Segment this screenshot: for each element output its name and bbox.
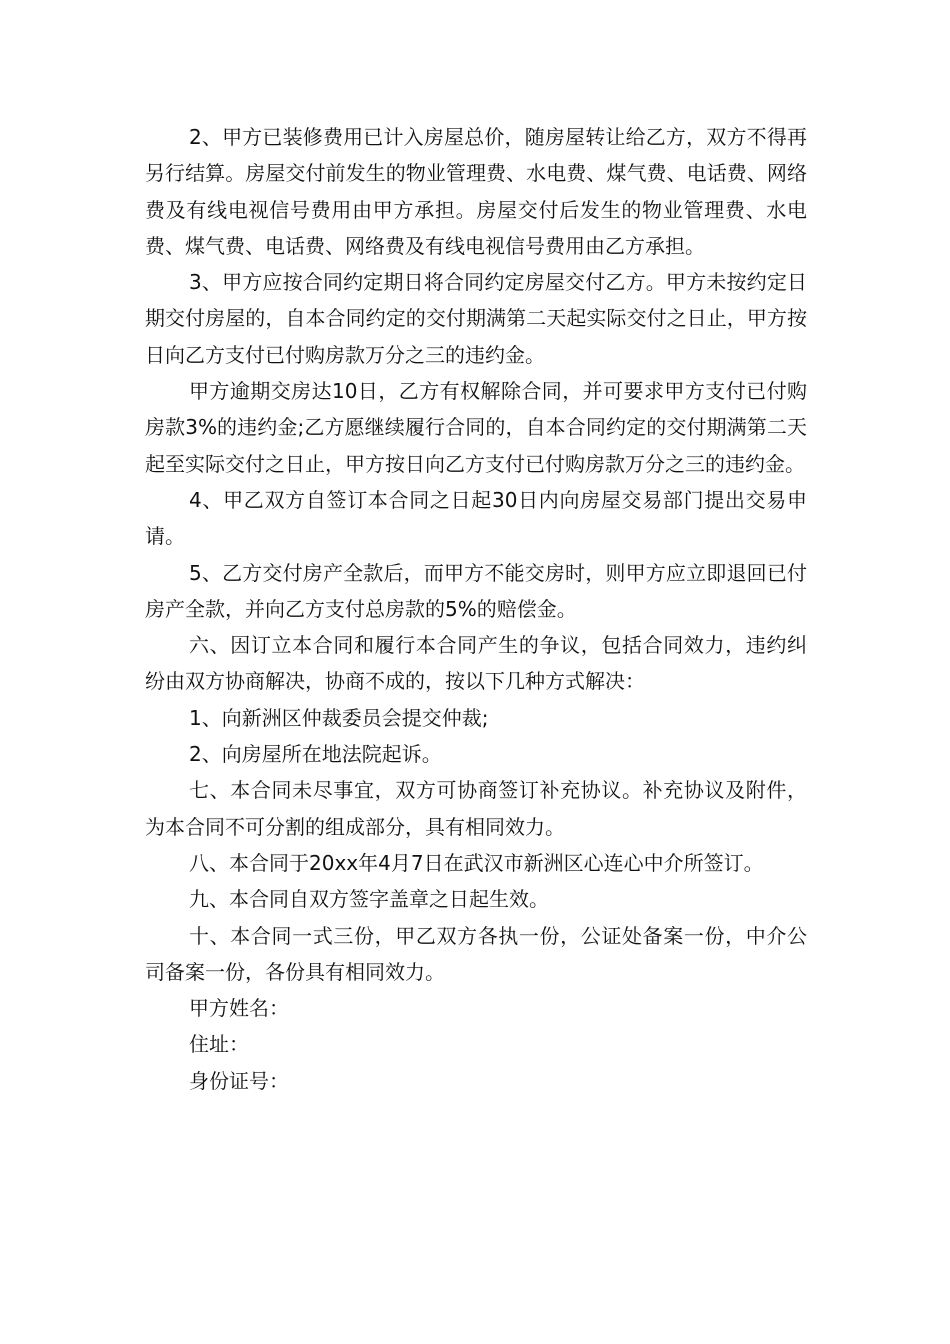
address-label: 住址：	[189, 1032, 249, 1057]
clause-5-refund: 5、乙方交付房产全款后，而甲方不能交房时，则甲方应立即退回已付房产全款，并向乙方支付总房款的5%的赔偿金。	[145, 560, 807, 621]
id-number-label: 身份证号：	[189, 1068, 289, 1093]
clause-6-dispute: 六、因订立本合同和履行本合同产生的争议，包括合同效力，违约纠纷由双方协商解决，协商不成的，按以下几种方式解决：	[145, 633, 807, 694]
clause-3-delivery: 3、甲方应按合同约定期日将合同约定房屋交付乙方。甲方未按约定日期交付房屋的，自本合同约定的交付期满第二天起实际交付之日止，甲方按日向乙方支付已付购房款万分之三的违约金。	[145, 270, 807, 367]
clause-4-application: 4、甲乙双方自签订本合同之日起30日内向房屋交易部门提出交易申请。	[145, 487, 807, 549]
clause-9-effective: 九、本合同自双方签字盖章之日起生效。	[189, 887, 549, 912]
clause-3-overdue: 甲方逾期交房达10日，乙方有权解除合同，并可要求甲方支付已付购房款3%的违约金;乙方愿继续履行合同的，自本合同约定的交付期满第二天起至实际交付之日止，甲方按日向乙方支付已付购房款万分之三的违约金。	[145, 379, 807, 476]
contract-body	[145, 119, 807, 1099]
clause-7-supplement: 七、本合同未尽事宜，双方可协商签订补充协议。补充协议及附件，为本合同不可分割的组成部分，具有相同效力。	[145, 778, 807, 839]
clause-2-fees: 2、甲方已装修费用已计入房屋总价，随房屋转让给乙方，双方不得再另行结算。房屋交付前发生的物业管理费、水电费、煤气费、电话费、网络费及有线电视信号费用由甲方承担。房屋交付后发生的物业管理费、水电费、煤气费、电话费、网络费及有线电视信号费用由乙方承担。	[145, 125, 807, 258]
party-a-name-label: 甲方姓名：	[189, 996, 289, 1021]
dispute-option-court: 2、向房屋所在地法院起诉。	[189, 742, 442, 767]
clause-8-signing: 八、本合同于20xx年4月7日在武汉市新洲区心连心中介所签订。	[189, 850, 764, 875]
dispute-option-arbitration: 1、向新洲区仲裁委员会提交仲裁;	[189, 705, 489, 730]
clause-10-copies: 十、本合同一式三份，甲乙双方各执一份，公证处备案一份，中介公司备案一份，各份具有相同效力。	[145, 923, 807, 984]
